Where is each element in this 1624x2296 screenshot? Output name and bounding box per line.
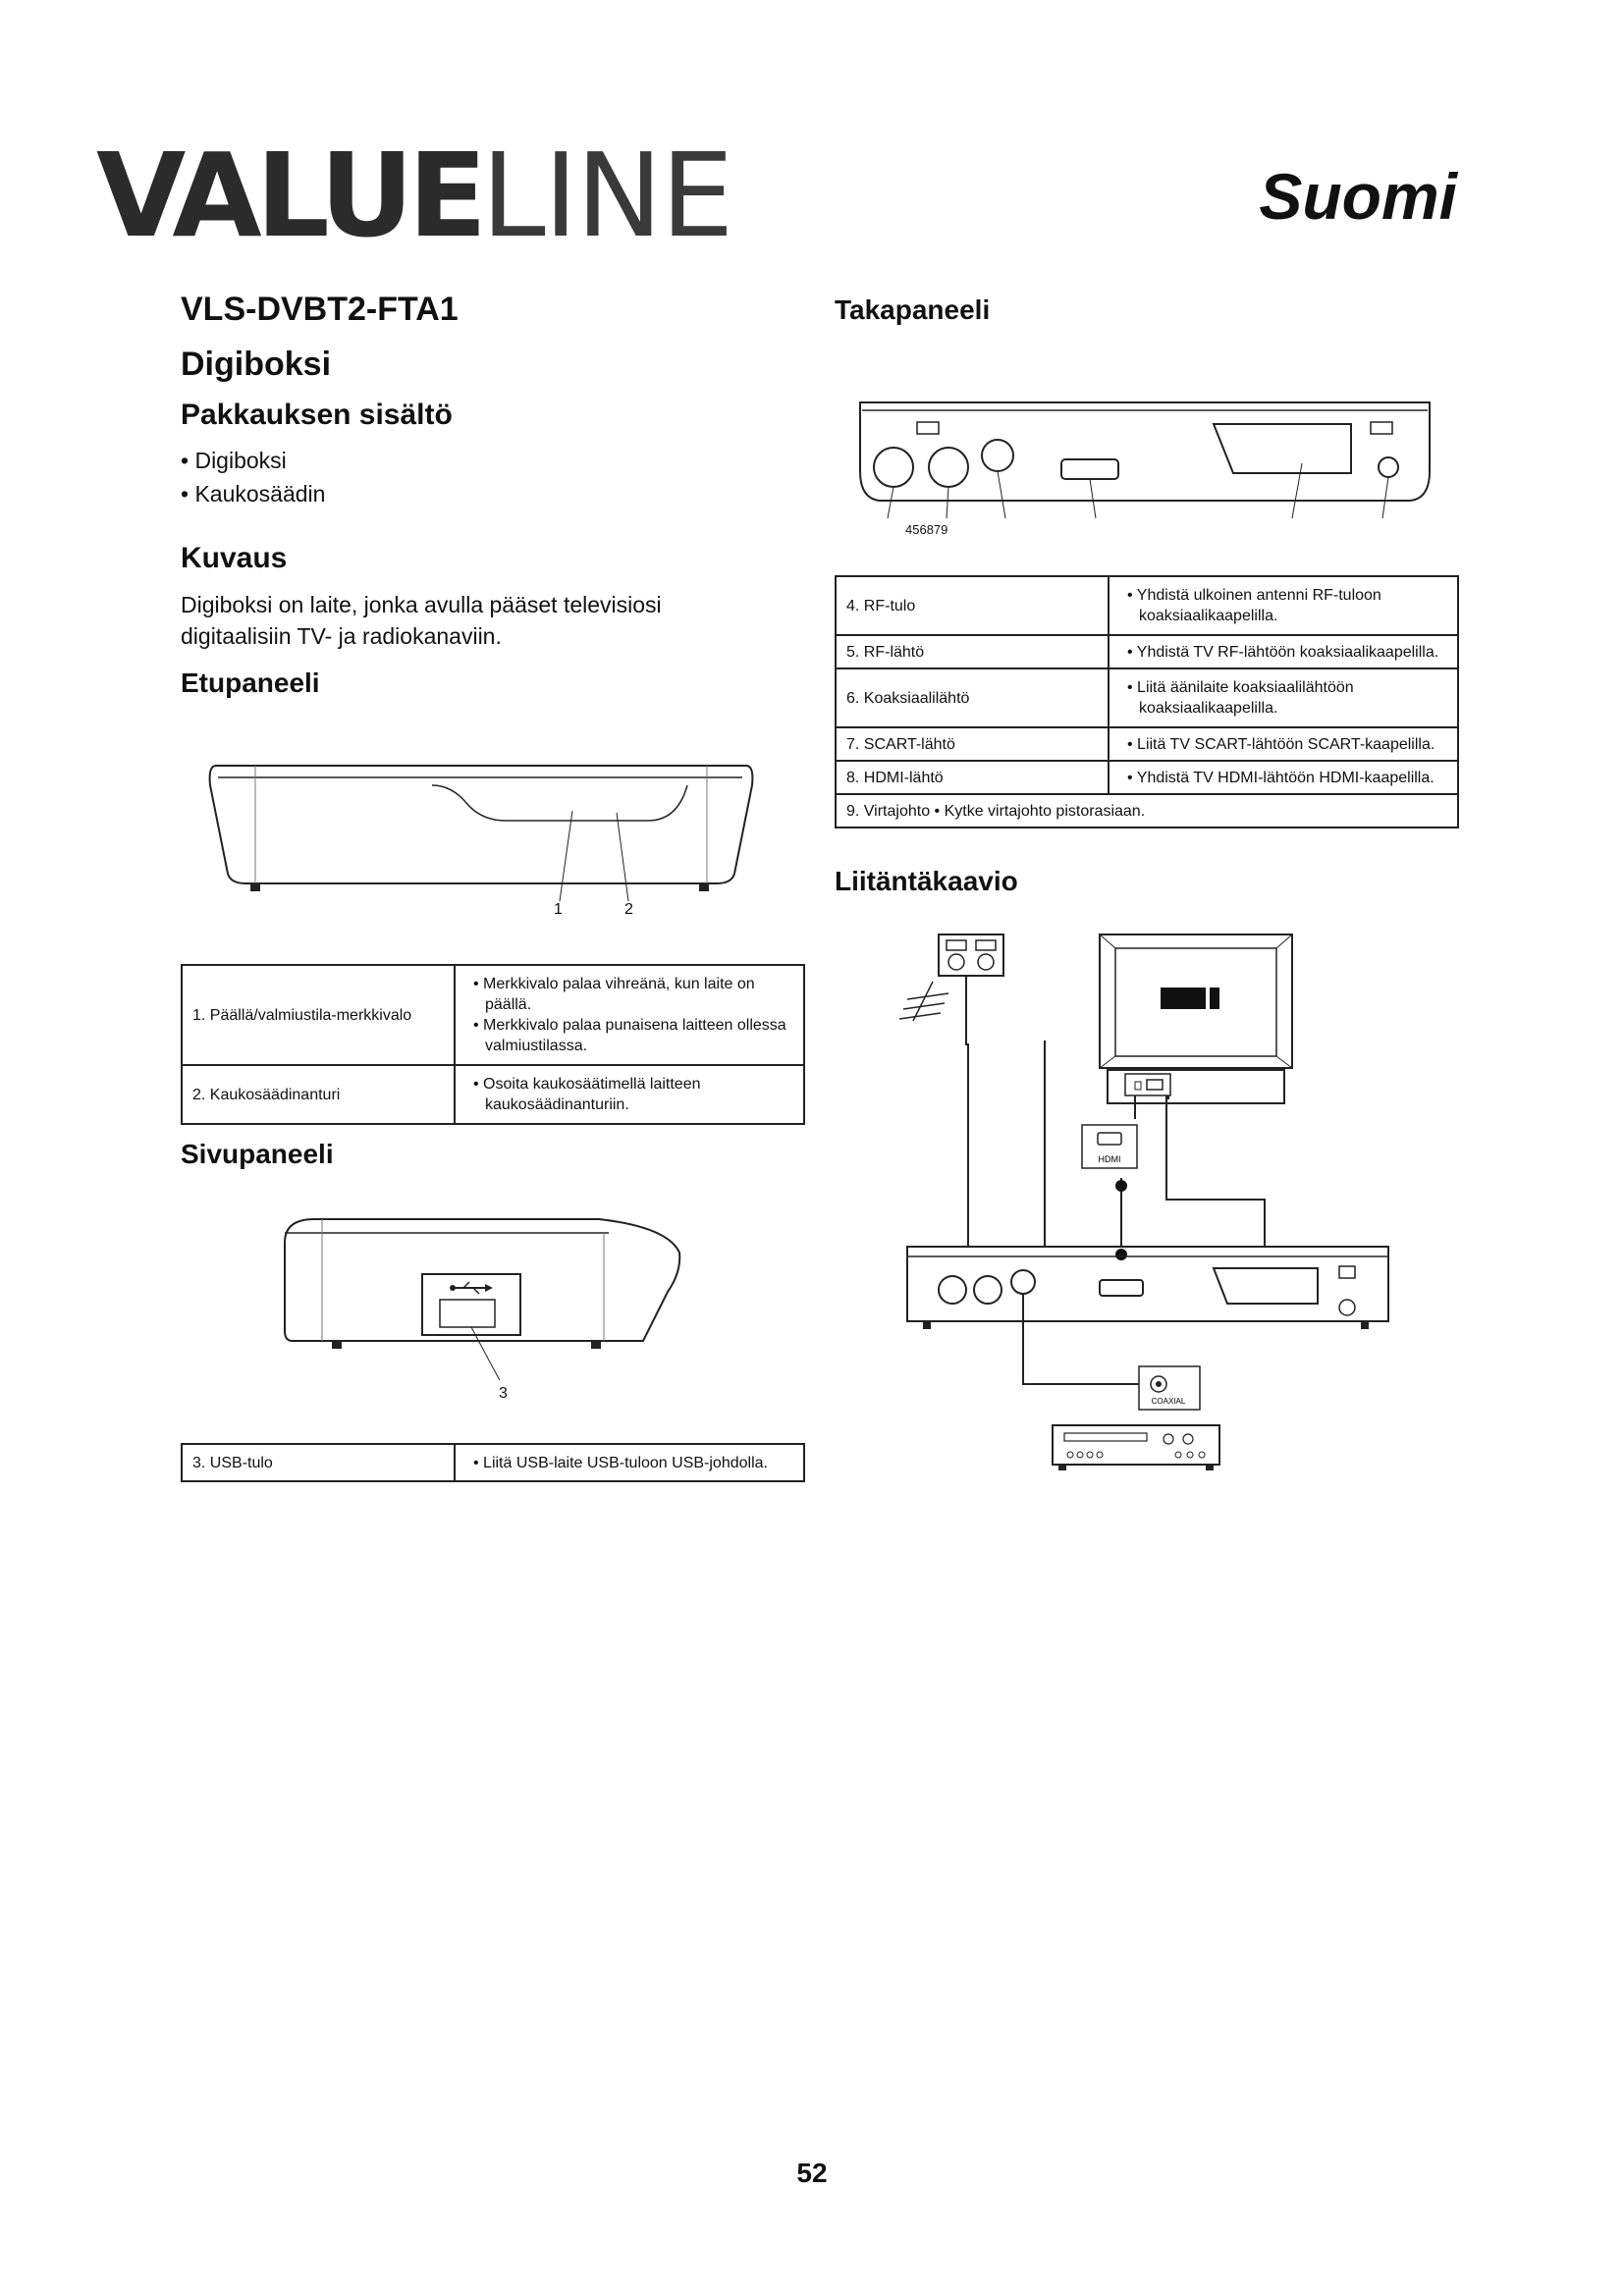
side-panel-table bbox=[181, 1443, 805, 1482]
coaxial-label: COAXIAL bbox=[1151, 1397, 1186, 1406]
table-cell: 6. Koaksiaalilähtö bbox=[836, 668, 1109, 727]
table-cell: 1. Päällä/valmiustila-merkkivalo bbox=[182, 965, 455, 1065]
page-number: 52 bbox=[796, 2158, 828, 2188]
front-label-1: 1 bbox=[554, 901, 563, 918]
side-label-3: 3 bbox=[499, 1385, 508, 1402]
table-cell: 8. HDMI-lähtö bbox=[836, 761, 1109, 794]
table-cell: • Liitä äänilaite koaksiaalilähtöön koaksiaalikaapelilla. bbox=[1109, 668, 1458, 727]
table-cell: • Liitä TV SCART-lähtöön SCART-kaapelilla. bbox=[1109, 727, 1458, 761]
side-panel-drawing bbox=[275, 1213, 687, 1380]
back-panel-table bbox=[835, 575, 1459, 828]
usb-icon bbox=[450, 1282, 493, 1294]
table-cell: • Osoita kaukosäätimellä laitteen kaukosäädinanturiin. bbox=[455, 1065, 804, 1124]
table-cell: 5. RF-lähtö bbox=[836, 635, 1109, 668]
list-item: • Kaukosäädin bbox=[181, 477, 325, 510]
table-row bbox=[182, 1444, 804, 1481]
list-item: • Digiboksi bbox=[181, 444, 325, 477]
back-labels: 456879 bbox=[905, 522, 948, 537]
table-row bbox=[836, 794, 1458, 828]
product-title: Digiboksi bbox=[181, 346, 332, 383]
table-cell: 2. Kaukosäädinanturi bbox=[182, 1065, 455, 1124]
table-cell: • Liitä USB-laite USB-tuloon USB-johdolla. bbox=[455, 1444, 804, 1481]
table-cell: • Yhdistä ulkoinen antenni RF-tuloon koaksiaalikaapelilla. bbox=[1109, 576, 1458, 635]
table-row bbox=[182, 965, 804, 1065]
table-row bbox=[182, 1065, 804, 1124]
table-row bbox=[836, 635, 1458, 668]
diagram-heading: Liitäntäkaavio bbox=[835, 866, 1018, 896]
front-label-2: 2 bbox=[624, 901, 633, 918]
description-heading: Kuvaus bbox=[181, 542, 288, 574]
table-cell: 9. Virtajohto • Kytke virtajohto pistorasiaan. bbox=[836, 794, 1458, 828]
valueline-logo: VALUELINE bbox=[96, 128, 732, 263]
table-cell: • Yhdistä TV HDMI-lähtöön HDMI-kaapelilla. bbox=[1109, 761, 1458, 794]
language-label: Suomi bbox=[1259, 160, 1457, 233]
table-cell: • Merkkivalo palaa vihreänä, kun laite on päällä. • Merkkivalo palaa punaisena laitteen ollessa valmiustilassa. bbox=[455, 965, 804, 1065]
table-row bbox=[836, 668, 1458, 727]
front-panel-heading: Etupaneeli bbox=[181, 667, 320, 698]
table-row bbox=[836, 761, 1458, 794]
model-title: VLS-DVBT2-FTA1 bbox=[181, 291, 459, 328]
hdmi-label: HDMI bbox=[1098, 1154, 1121, 1164]
package-list bbox=[181, 444, 325, 510]
package-heading: Pakkauksen sisältö bbox=[181, 399, 453, 431]
table-row bbox=[836, 576, 1458, 635]
table-cell: 4. RF-tulo bbox=[836, 576, 1109, 635]
back-panel-heading: Takapaneeli bbox=[835, 294, 991, 325]
side-panel-heading: Sivupaneeli bbox=[181, 1139, 334, 1169]
description-text: Digiboksi on laite, jonka avulla pääset televisiosi digitaalisiin TV- ja radiokanaviin. bbox=[181, 592, 662, 649]
connection-diagram bbox=[893, 923, 1404, 1492]
table-cell: 7. SCART-lähtö bbox=[836, 727, 1109, 761]
table-cell: 3. USB-tulo bbox=[182, 1444, 455, 1481]
front-panel-table bbox=[181, 964, 805, 1125]
table-row bbox=[836, 727, 1458, 761]
front-panel-drawing bbox=[196, 756, 766, 923]
table-cell: • Yhdistä TV RF-lähtöön koaksiaalikaapelilla. bbox=[1109, 635, 1458, 668]
back-panel-drawing bbox=[850, 393, 1439, 535]
